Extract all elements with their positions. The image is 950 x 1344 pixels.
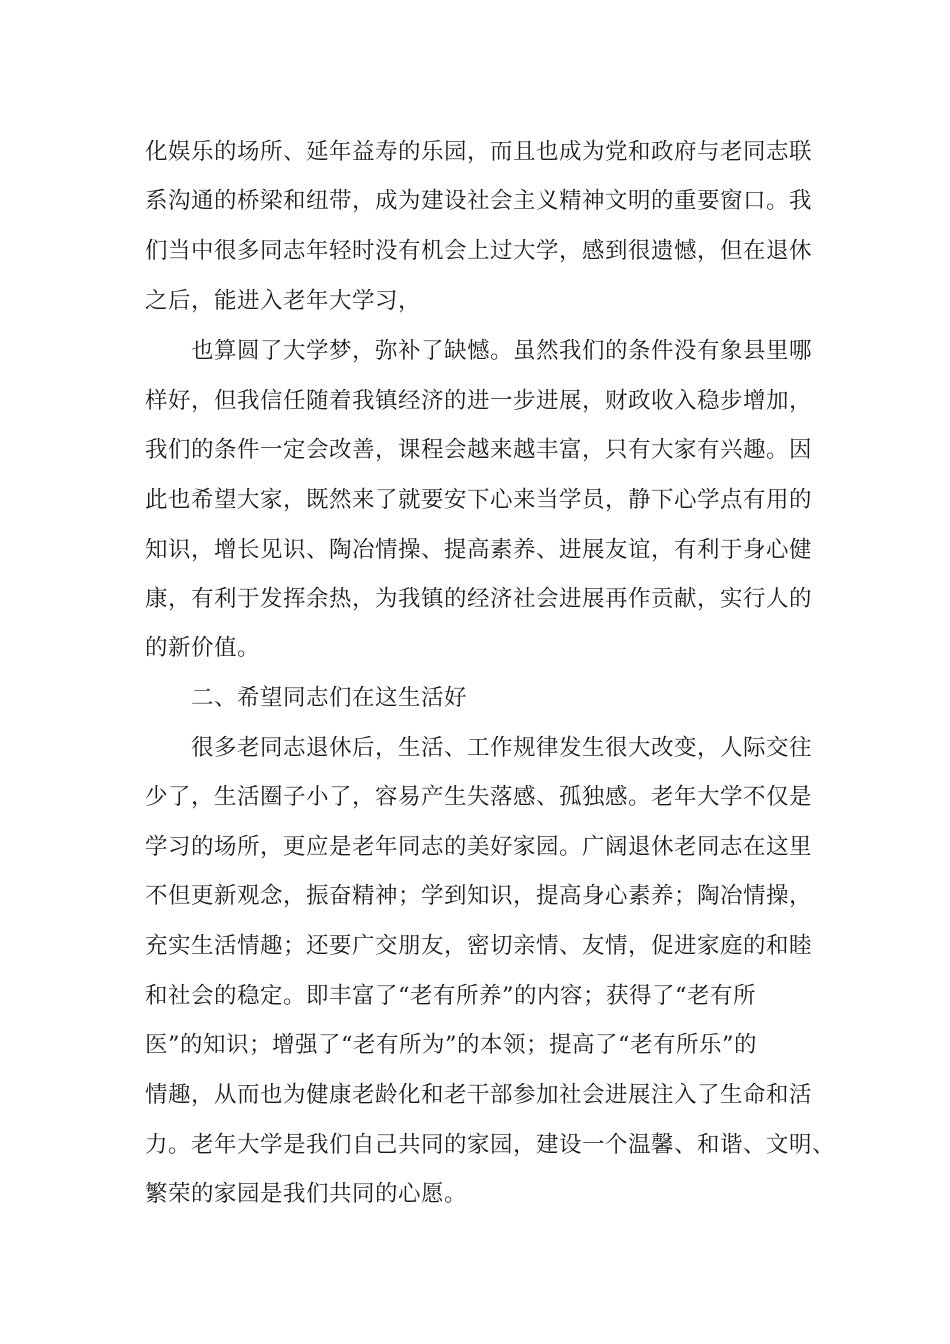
- paragraph-line: 系沟通的桥梁和纽带，成为建设社会主义精神文明的重要窗口。我: [145, 188, 813, 214]
- paragraph-line: 的新价值。: [145, 635, 261, 661]
- paragraph-line: 繁荣的家园是我们共同的心愿。: [145, 1181, 468, 1207]
- paragraph-line: 和社会的稳定。即丰富了“老有所养”的内容；获得了“老有所: [145, 983, 757, 1009]
- paragraph-line: 少了，生活圈子小了，容易产生失落感、孤独感。老年大学不仅是: [145, 784, 813, 810]
- section-heading: 二、希望同志们在这生活好: [191, 685, 468, 711]
- paragraph-line: 之后，能进入老年大学习，: [145, 288, 422, 314]
- paragraph-line: 不但更新观念，振奋精神；学到知识，提高身心素养；陶冶情操，: [145, 883, 813, 909]
- paragraph-line: 力。老年大学是我们自己共同的家园，建设一个温馨、和谐、文明、: [145, 1132, 836, 1158]
- paragraph-line: 化娱乐的场所、延年益寿的乐园，而且也成为党和政府与老同志联: [145, 139, 813, 165]
- paragraph-line: 也算圆了大学梦，弥补了缺憾。虽然我们的条件没有象县里哪: [191, 338, 813, 364]
- paragraph-line: 知识，增长见识、陶冶情操、提高素养、进展友谊，有利于身心健: [145, 537, 813, 563]
- paragraph-line: 我们的条件一定会改善，课程会越来越丰富，只有大家有兴趣。因: [145, 437, 813, 463]
- paragraph-line: 康，有利于发挥余热，为我镇的经济社会进展再作贡献，实行人的: [145, 586, 813, 612]
- paragraph-line: 充实生活情趣；还要广交朋友，密切亲情、友情，促进家庭的和睦: [145, 933, 813, 959]
- paragraph-line: 此也希望大家，既然来了就要安下心来当学员，静下心学点有用的: [145, 487, 813, 513]
- paragraph-line: 学习的场所，更应是老年同志的美好家园。广阔退休老同志在这里: [145, 834, 813, 860]
- paragraph-line: 情趣，从而也为健康老龄化和老干部参加社会进展注入了生命和活: [145, 1082, 813, 1108]
- paragraph-line: 医”的知识；增强了“老有所为”的本领；提高了“老有所乐”的: [145, 1032, 758, 1058]
- paragraph-line: 们当中很多同志年轻时没有机会上过大学，感到很遗憾，但在退休: [145, 238, 813, 264]
- paragraph-line: 样好，但我信任随着我镇经济的进一步进展，财政收入稳步增加，: [145, 388, 813, 414]
- paragraph-line: 很多老同志退休后，生活、工作规律发生很大改变，人际交往: [191, 735, 813, 761]
